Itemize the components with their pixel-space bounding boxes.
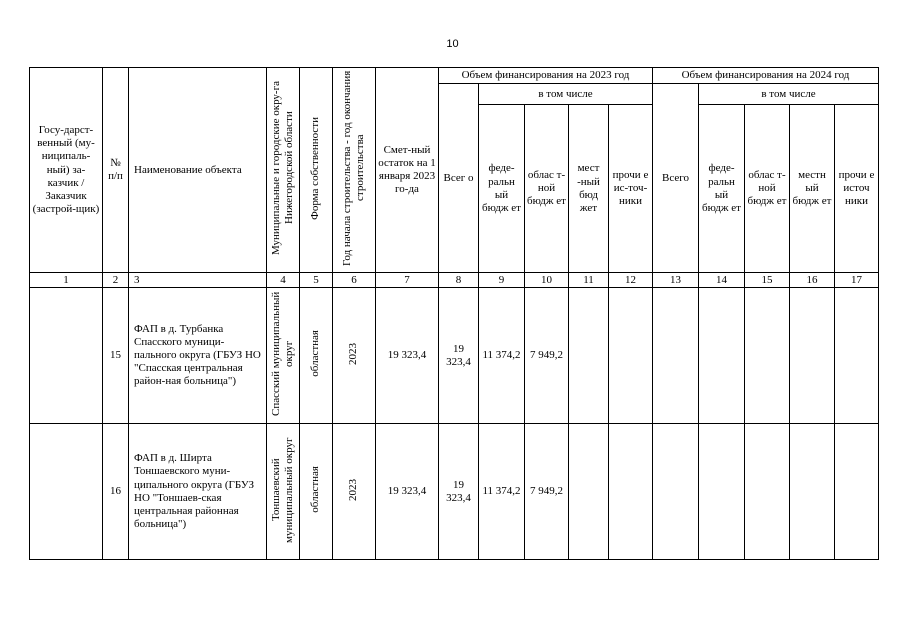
cell-other-2024 [835,288,879,424]
column-number: 1 [30,273,103,288]
header-municipal: Муниципальные и городские окру-га Нижегородской области [267,68,300,273]
cell-federal-2024 [699,288,745,424]
header-regional-2023: облас т-ной бюдж ет [525,105,569,273]
header-ownership: Форма собственности [300,68,333,273]
cell-name: ФАП в д. Турбанка Спасского муници-пального округа (ГБУЗ НО "Спасская центральная район-ная больница") [129,288,267,424]
column-number: 5 [300,273,333,288]
column-numbers-row [30,273,879,288]
cell-ownership: областная [300,424,333,560]
cell-federal-2023: 11 374,2 [479,424,525,560]
column-number: 2 [103,273,129,288]
table-row [30,424,879,560]
table-row [30,288,879,424]
column-number: 7 [376,273,439,288]
header-total-2024: Всего [653,84,699,273]
header-customer: Госу-дарст-венный (му-ниципаль-ный) за-казчик / Заказчик (застрой-щик) [30,68,103,273]
financing-table [29,67,879,560]
cell-municipal: Тоншаевский муниципальный округ [267,424,300,560]
cell-remainder: 19 323,4 [376,288,439,424]
cell-regional-2023: 7 949,2 [525,288,569,424]
header-federal-2023: феде-ральн ый бюдж ет [479,105,525,273]
header-incl-2023: в том числе [479,84,653,105]
cell-local-2024 [790,288,835,424]
column-number: 15 [745,273,790,288]
column-number: 3 [129,273,267,288]
cell-regional-2024 [745,424,790,560]
cell-remainder: 19 323,4 [376,424,439,560]
cell-federal-2024 [699,424,745,560]
cell-ownership: областная [300,288,333,424]
cell-name: ФАП в д. Ширта Тоншаевского муни-ципального округа (ГБУЗ НО "Тоншаев-ская центральная районная больница") [129,424,267,560]
header-other-2024: прочи е источ ники [835,105,879,273]
page-number: 10 [446,38,459,50]
header-group-2023: Объем финансирования на 2023 год [439,68,653,84]
cell-total-2023: 19 323,4 [439,424,479,560]
header-local-2023: мест -ный бюд жет [569,105,609,273]
cell-total-2024 [653,288,699,424]
column-number: 14 [699,273,745,288]
column-number: 9 [479,273,525,288]
cell-num: 15 [103,288,129,424]
header-federal-2024: федe-ральн ый бюдж ет [699,105,745,273]
column-number: 17 [835,273,879,288]
cell-years: 2023 [333,424,376,560]
header-total-2023: Всег о [439,84,479,273]
column-number: 12 [609,273,653,288]
cell-num: 16 [103,424,129,560]
cell-other-2023 [609,424,653,560]
header-name: Наименование объекта [129,68,267,273]
cell-regional-2024 [745,288,790,424]
column-number: 6 [333,273,376,288]
header-years: Год начала строительства - год окончания строительства [333,68,376,273]
cell-federal-2023: 11 374,2 [479,288,525,424]
cell-customer [30,424,103,560]
cell-years: 2023 [333,288,376,424]
header-incl-2024: в том числе [699,84,879,105]
cell-customer [30,288,103,424]
column-number: 16 [790,273,835,288]
cell-total-2023: 19 323,4 [439,288,479,424]
header-local-2024: местн ый бюдж ет [790,105,835,273]
header-group-2024: Объем финансирования на 2024 год [653,68,879,84]
cell-local-2023 [569,288,609,424]
header-other-2023: прочи е ис-точ-ники [609,105,653,273]
column-number: 10 [525,273,569,288]
column-number: 11 [569,273,609,288]
cell-regional-2023: 7 949,2 [525,424,569,560]
column-number: 8 [439,273,479,288]
header-remainder: Смет-ный остаток на 1 января 2023 го-да [376,68,439,273]
column-number: 13 [653,273,699,288]
cell-other-2023 [609,288,653,424]
cell-local-2023 [569,424,609,560]
header-num: № п/п [103,68,129,273]
cell-other-2024 [835,424,879,560]
cell-municipal: Спасский муниципальный округ [267,288,300,424]
column-number: 4 [267,273,300,288]
cell-local-2024 [790,424,835,560]
header-regional-2024: облас т-ной бюдж ет [745,105,790,273]
cell-total-2024 [653,424,699,560]
